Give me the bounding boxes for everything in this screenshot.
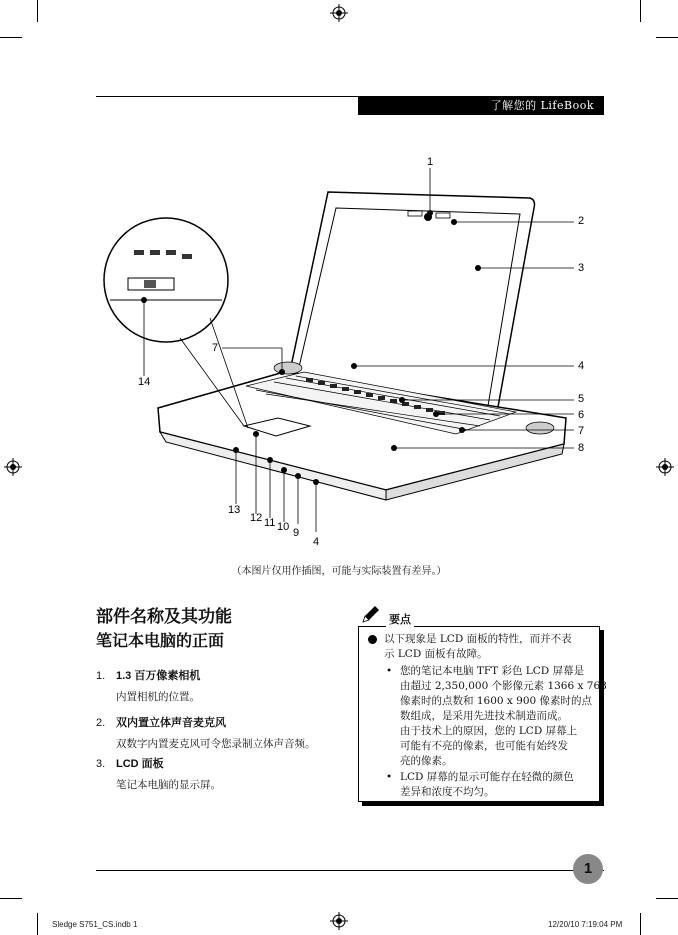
item-description: 内置相机的位置。 bbox=[116, 691, 200, 703]
item-number: 2. bbox=[96, 717, 106, 729]
note-bullet-line: 您的笔记本电脑 TFT 彩色 LCD 屏幕是 bbox=[400, 665, 585, 677]
callout-7-left: 7 bbox=[212, 342, 219, 354]
page-number: 1 bbox=[573, 854, 603, 884]
note-bullet-line: LCD 屏幕的显示可能存在轻微的颜色 bbox=[400, 771, 574, 783]
crop-mark bbox=[656, 898, 678, 899]
section-header: 了解您的 LifeBook bbox=[358, 96, 604, 115]
callout-4: 4 bbox=[578, 360, 585, 372]
callout-4-bottom: 4 bbox=[313, 536, 320, 548]
note-bullet-line: 由于技术上的原因，您的 LCD 屏幕上 bbox=[400, 725, 578, 737]
crop-mark bbox=[37, 913, 38, 935]
callout-10: 10 bbox=[277, 521, 290, 533]
footer-rule bbox=[96, 870, 604, 871]
item-number: 1. bbox=[96, 670, 106, 682]
note-bullet-line: 数组成，是采用先进技术制造而成。 bbox=[400, 710, 568, 722]
registration-mark-icon bbox=[656, 458, 674, 476]
figure-caption: （本图片仅用作插图，可能与实际装置有差异。） bbox=[231, 566, 447, 577]
crop-mark bbox=[37, 0, 38, 22]
crop-mark bbox=[0, 898, 22, 899]
callout-1: 1 bbox=[427, 156, 434, 168]
callout-5: 5 bbox=[578, 393, 585, 405]
callout-11: 11 bbox=[264, 517, 276, 529]
callout-2: 2 bbox=[578, 215, 585, 227]
section-subtitle: 笔记本电脑的正面 bbox=[96, 631, 225, 650]
bullet-dot-icon: • bbox=[386, 665, 393, 677]
pencil-icon bbox=[360, 603, 382, 625]
crop-mark bbox=[640, 0, 641, 22]
note-bullet-line: 由超过 2,350,000 个影像元素 1366 x 768 bbox=[400, 680, 607, 692]
callout-14: 14 bbox=[138, 376, 151, 388]
bullet-icon bbox=[368, 635, 377, 644]
item-number: 3. bbox=[96, 758, 106, 770]
note-bullet-line: 像素时的点数和 1600 x 900 像素时的点 bbox=[400, 695, 593, 707]
laptop-illustration bbox=[96, 150, 596, 550]
callout-13: 13 bbox=[228, 504, 241, 516]
callout-8: 8 bbox=[578, 442, 585, 454]
callout-7-right: 7 bbox=[578, 425, 585, 437]
item-description: 双数字内置麦克风可令您录制立体声音频。 bbox=[116, 738, 316, 750]
registration-mark-icon bbox=[4, 458, 22, 476]
note-bullet-line: 差异和浓度不均匀。 bbox=[400, 786, 495, 798]
item-title: 1.3 百万像素相机 bbox=[116, 670, 201, 682]
list-item bbox=[96, 752, 346, 792]
note-intro-line: 以下现象是 LCD 面板的特性，而并不表 bbox=[384, 633, 572, 645]
list-item bbox=[96, 664, 346, 704]
page-title: 部件名称及其功能 bbox=[96, 607, 232, 627]
item-description: 笔记本电脑的显示屏。 bbox=[116, 779, 221, 791]
crop-mark bbox=[656, 37, 678, 38]
slug-timestamp: 12/20/10 7:19:04 PM bbox=[548, 920, 623, 929]
callout-12: 12 bbox=[250, 512, 263, 524]
crop-mark bbox=[640, 913, 641, 935]
bullet-dot-icon: • bbox=[386, 771, 393, 783]
callout-9: 9 bbox=[293, 527, 300, 539]
item-title: LCD 面板 bbox=[116, 758, 164, 770]
registration-mark-icon bbox=[330, 912, 348, 930]
note-bullet-line: 可能有不亮的像素，也可能有始终发 bbox=[400, 740, 568, 752]
slug-filename: Sledge S751_CS.indb 1 bbox=[52, 920, 138, 929]
note-intro-line: 示 LCD 面板有故障。 bbox=[384, 648, 488, 660]
note-label: 要点 bbox=[386, 611, 414, 627]
callout-3: 3 bbox=[578, 262, 585, 274]
registration-mark-icon bbox=[330, 4, 348, 22]
item-title: 双内置立体声音麦克风 bbox=[116, 717, 226, 729]
crop-mark bbox=[0, 37, 22, 38]
list-item bbox=[96, 711, 346, 751]
note-bullet-line: 亮的像素。 bbox=[400, 755, 453, 767]
callout-6: 6 bbox=[578, 409, 585, 421]
